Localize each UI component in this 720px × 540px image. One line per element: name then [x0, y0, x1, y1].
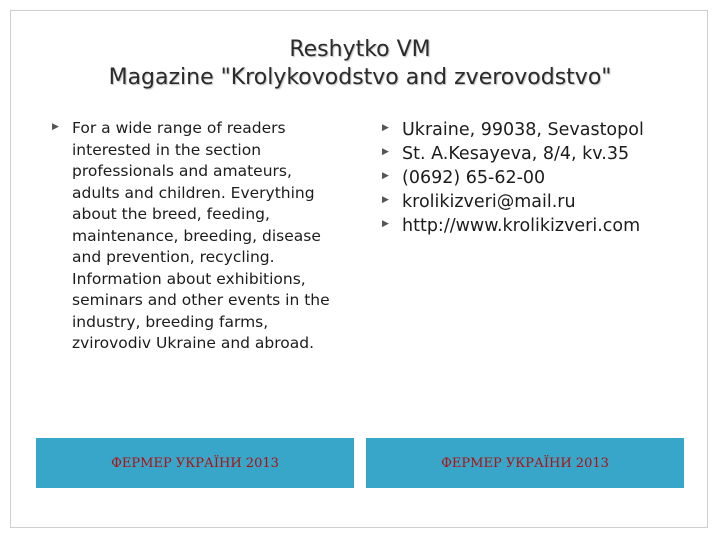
title-line-author: Reshytko VM: [289, 37, 431, 62]
list-item: [382, 214, 712, 238]
page-title: [0, 36, 720, 92]
list-item: [382, 118, 712, 142]
list-item: [382, 166, 712, 190]
description-text: For a wide range of readers interested in the section professionals and amateurs, adults and children. Everything about the breed, feeding, maintenance, breeding, disease and prevention, recycling. Information about exhibitions, seminars and other events in the industry, breeding farms, zvirovodiv Ukraine and abroad.: [72, 119, 330, 352]
triangle-bullet-icon: ▶: [382, 195, 389, 205]
contact-website[interactable]: http://www.krolikizveri.com: [402, 216, 641, 236]
banner-label: ФЕРМЕР УКРАЇНИ 2013: [111, 455, 279, 471]
title-line-magazine: Magazine "Krolykovodstvo and zverovodstvo": [108, 65, 612, 90]
description-column: [52, 118, 334, 355]
contacts-list: [382, 118, 712, 238]
list-item: [382, 142, 712, 166]
list-item: [52, 118, 334, 355]
contact-phone: (0692) 65-62-00: [402, 168, 546, 188]
farmer-ukraine-banner-right[interactable]: [366, 438, 684, 488]
triangle-bullet-icon: ▶: [382, 147, 389, 157]
triangle-bullet-icon: ▶: [382, 219, 389, 229]
banner-label: ФЕРМЕР УКРАЇНИ 2013: [441, 455, 609, 471]
triangle-bullet-icon: ▶: [52, 122, 59, 132]
list-item: [382, 190, 712, 214]
triangle-bullet-icon: ▶: [382, 171, 389, 181]
contact-address: Ukraine, 99038, Sevastopol: [402, 120, 644, 140]
farmer-ukraine-banner-left[interactable]: [36, 438, 354, 488]
triangle-bullet-icon: ▶: [382, 123, 389, 133]
contact-street: St. A.Kesayeva, 8/4, kv.35: [402, 144, 630, 164]
contact-email[interactable]: krolikizveri@mail.ru: [402, 192, 576, 212]
